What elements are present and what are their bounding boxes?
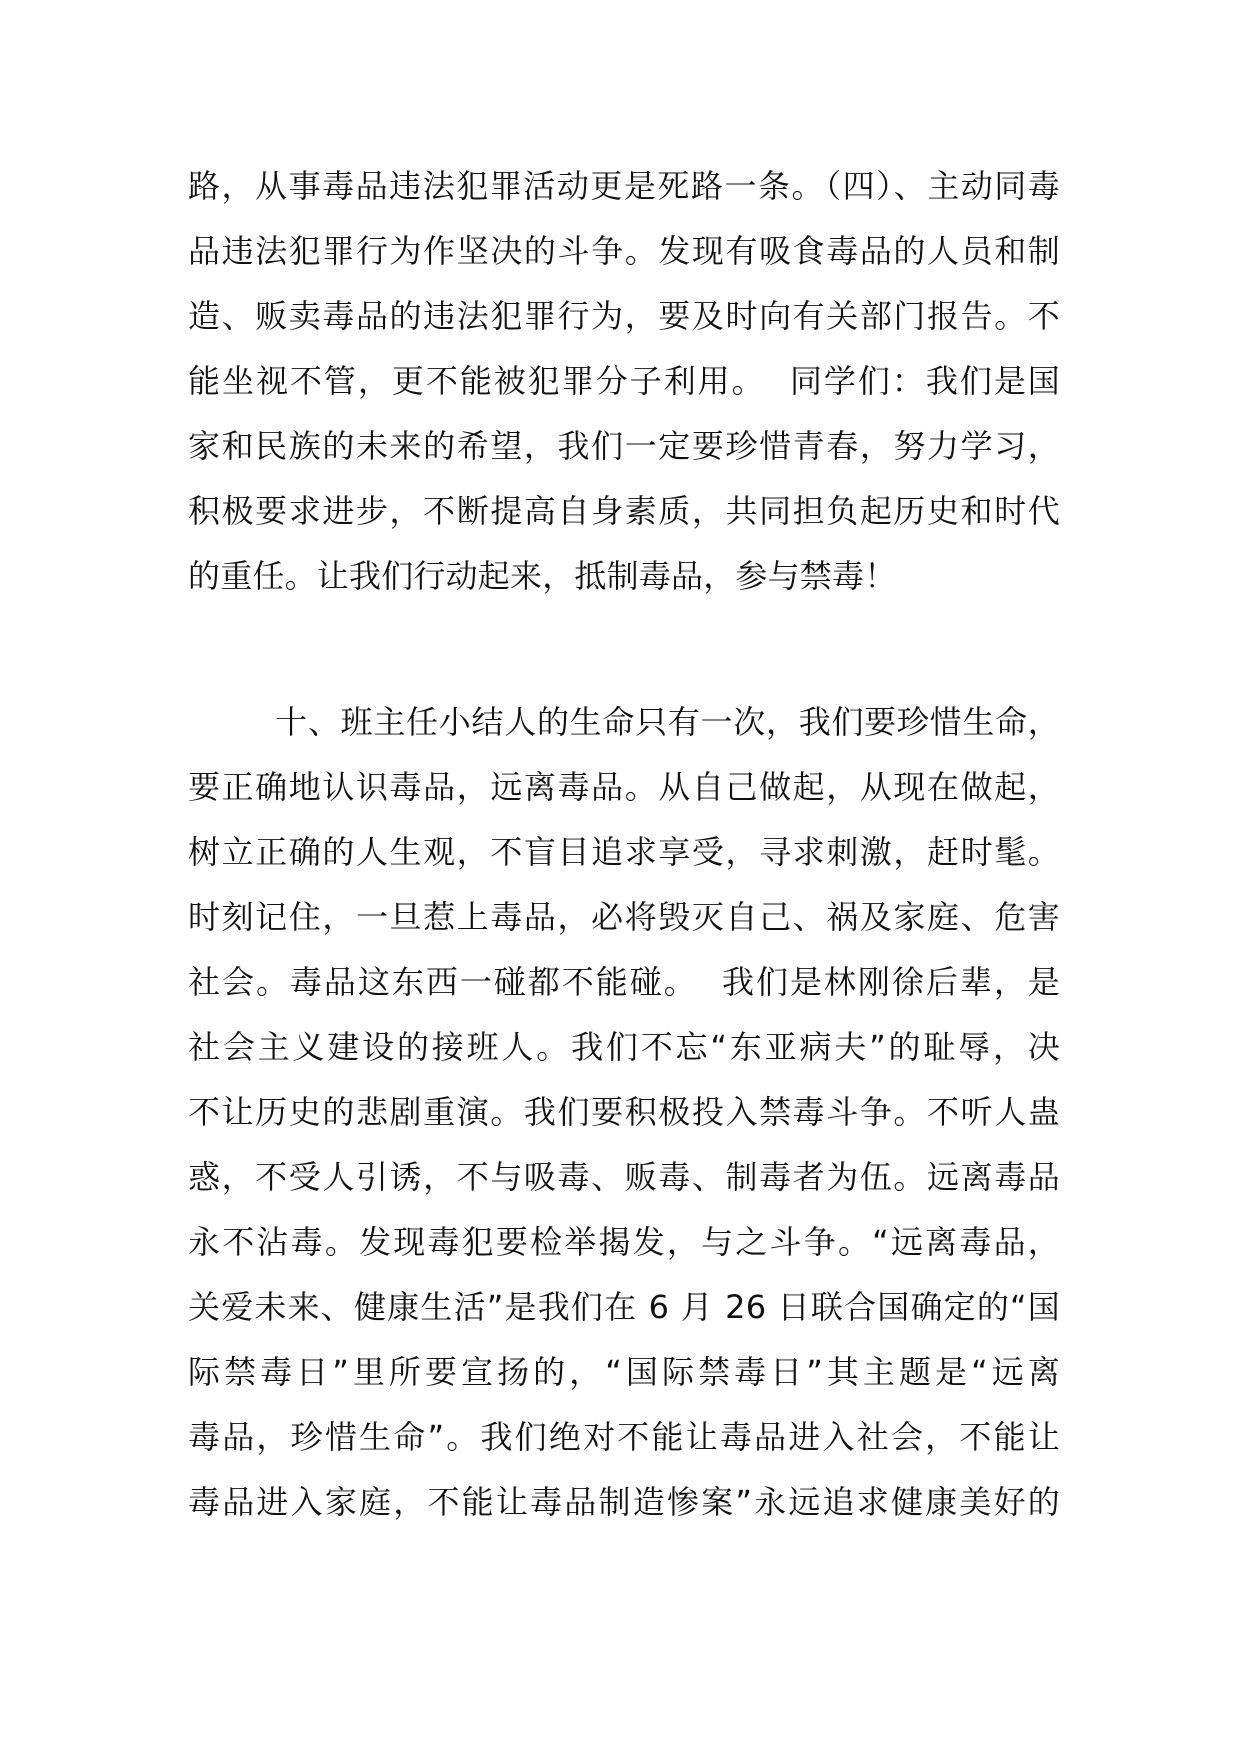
text-line: 的重任。让我们行动起来，抵制毒品，参与禁毒！: [188, 557, 897, 595]
text-line: 要正确地认识毒品，远离毒品。从自己做起，从现在做起，: [188, 768, 1060, 806]
paragraph-teacher-summary: [188, 690, 1060, 1535]
text-line: 能坐视不管，更不能被犯罪分子利用。 同学们：我们是国: [188, 362, 1060, 400]
text-line: 造、贩卖毒品的违法犯罪行为，要及时向有关部门报告。不: [188, 297, 1060, 335]
text-line: 毒品进入家庭，不能让毒品制造惨案”永远追求健康美好的: [188, 1483, 1060, 1521]
text-line: 惑，不受人引诱，不与吸毒、贩毒、制毒者为伍。远离毒品: [188, 1158, 1060, 1196]
paragraph-continuation: [188, 154, 1060, 609]
text-line: 家和民族的未来的希望，我们一定要珍惜青春，努力学习，: [188, 427, 1060, 465]
text-line: 积极要求进步，不断提高自身素质，共同担负起历史和时代: [188, 492, 1060, 530]
text-line: 不让历史的悲剧重演。我们要积极投入禁毒斗争。不听人蛊: [188, 1093, 1060, 1131]
text-line: 十、班主任小结人的生命只有一次，我们要珍惜生命，: [188, 703, 1060, 741]
text-line: 毒品，珍惜生命”。我们绝对不能让毒品进入社会，不能让: [188, 1418, 1060, 1456]
text-line: 关爱未来、健康生活”是我们在 6 月 26 日联合国确定的“国: [188, 1288, 1060, 1326]
text-line: 社会。毒品这东西一碰都不能碰。 我们是林刚徐后辈，是: [188, 963, 1060, 1001]
text-line: 永不沾毒。发现毒犯要检举揭发，与之斗争。“远离毒品，: [188, 1223, 1060, 1261]
text-line: 时刻记住，一旦惹上毒品，必将毁灭自己、祸及家庭、危害: [188, 898, 1060, 936]
text-line: 品违法犯罪行为作坚决的斗争。发现有吸食毒品的人员和制: [188, 232, 1060, 270]
text-line: 社会主义建设的接班人。我们不忘“东亚病夫”的耻辱，决: [188, 1028, 1060, 1066]
text-line: 际禁毒日”里所要宣扬的，“国际禁毒日”其主题是“远离: [188, 1353, 1060, 1391]
text-line: 路，从事毒品违法犯罪活动更是死路一条。（四）、主动同毒: [188, 167, 1060, 205]
text-line: 树立正确的人生观，不盲目追求享受，寻求刺激，赶时髦。: [188, 833, 1060, 871]
